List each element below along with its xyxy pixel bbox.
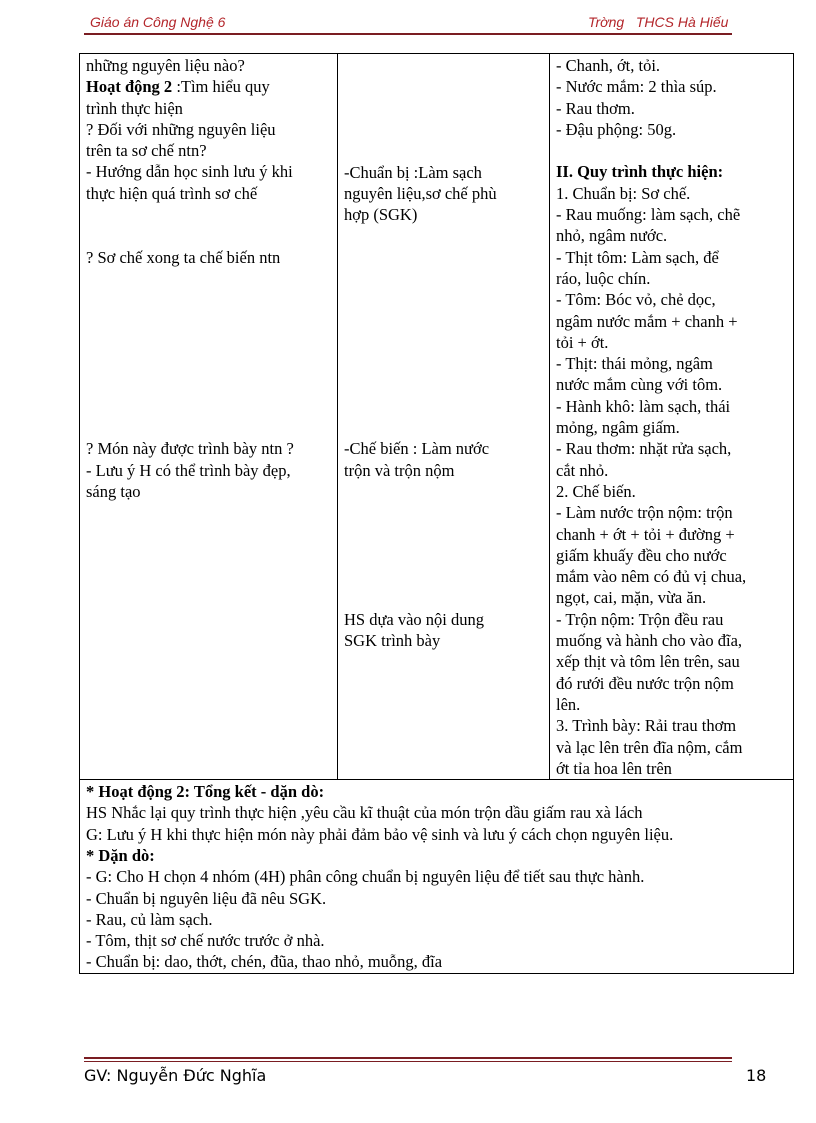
header-school: Trờng THCS Hà Hiếu: [588, 14, 729, 30]
text-line: - Rau thơm.: [556, 98, 635, 118]
page-number: 18: [746, 1066, 767, 1085]
text-line: tỏi + ớt.: [556, 332, 609, 352]
text-line: nguyên liệu,sơ chế phù: [344, 183, 497, 203]
text-line: ngâm nước mắm + chanh +: [556, 311, 738, 331]
footer-rule-thin: [84, 1061, 732, 1062]
text-line: trình thực hiện: [86, 98, 183, 118]
text-line: mắm vào nêm có đủ vị chua,: [556, 567, 747, 587]
text-line: ? Món này được trình bày ntn ?: [86, 439, 294, 459]
activity-heading: Hoạt động 2: [86, 77, 173, 97]
summary-row: [80, 780, 794, 974]
footer-teacher: GV: Nguyễn Đức Nghĩa: [84, 1066, 267, 1085]
text-line: những nguyên liệu nào?: [86, 56, 245, 75]
summary-cell: [80, 780, 794, 974]
text-line: ngọt, cai, mặn, vừa ăn.: [556, 588, 707, 608]
text-line: đó rưới đều nước trộn nộm: [556, 673, 734, 693]
text-line: mỏng, ngâm giấm.: [556, 418, 680, 438]
text-line: G: Lưu ý H khi thực hiện món này phải đảm bảo vệ sinh và lưu ý cách chọn nguyên liệu.: [86, 824, 674, 844]
header-subject: Giáo án Công Nghệ 6: [90, 14, 226, 30]
text-line: - Chanh, ớt, tỏi.: [556, 56, 661, 75]
text-line: cắt nhỏ.: [556, 460, 609, 480]
text-line: - Đậu phộng: 50g.: [556, 119, 677, 139]
text-line: hợp (SGK): [344, 205, 418, 225]
homework-heading: * Dặn dò:: [86, 845, 155, 865]
summary-heading: * Hoạt động 2: Tổng kết - dặn dò:: [86, 782, 325, 802]
teacher-activity-cell: [80, 54, 338, 780]
text-line: - Hướng dẫn học sinh lưu ý khi: [86, 162, 293, 182]
text-line: nước mắm cùng với tôm.: [556, 375, 723, 395]
text-line: - Chuẩn bị: dao, thớt, chén, đũa, thao nhỏ, muỗng, đĩa: [86, 952, 443, 972]
activity-title: :Tìm hiểu quy: [172, 77, 270, 97]
text-line: SGK trình bày: [344, 631, 441, 651]
content-cell: [550, 54, 794, 780]
activity-row: [80, 54, 794, 780]
text-line: - G: Cho H chọn 4 nhóm (4H) phân công chuẩn bị nguyên liệu để tiết sau thực hành.: [86, 867, 645, 887]
text-line: - Tôm: Bóc vỏ, chẻ dọc,: [556, 290, 716, 310]
text-line: -Chuẩn bị :Làm sạch: [344, 162, 482, 182]
lesson-table: [79, 53, 794, 974]
footer-rule: [84, 1057, 732, 1059]
text-line: xếp thịt và tôm lên trên, sau: [556, 652, 740, 672]
text-line: [86, 76, 332, 97]
text-line: nhỏ, ngâm nước.: [556, 226, 668, 246]
text-line: - Làm nước trộn nộm: trộn: [556, 503, 733, 523]
text-line: - Lưu ý H có thể trình bày đẹp,: [86, 460, 291, 480]
text-line: - Hành khô: làm sạch, thái: [556, 396, 731, 416]
text-line: 2. Chế biến.: [556, 481, 636, 501]
text-line: trên ta sơ chế ntn?: [86, 141, 207, 161]
text-line: trộn và trộn nộm: [344, 460, 455, 480]
text-line: ? Đối với những nguyên liệu: [86, 119, 276, 139]
text-line: muống và hành cho vào đĩa,: [556, 631, 743, 651]
text-line: - Thịt tôm: Làm sạch, để: [556, 247, 719, 267]
section-heading: II. Quy trình thực hiện:: [556, 162, 724, 182]
header-rule: [84, 33, 732, 35]
text-line: ? Sơ chế xong ta chế biến ntn: [86, 247, 281, 267]
text-line: - Thịt: thái mỏng, ngâm: [556, 354, 713, 374]
text-line: chanh + ớt + tỏi + đường +: [556, 524, 735, 544]
text-line: 3. Trình bày: Rải trau thơm: [556, 716, 737, 736]
text-line: - Chuẩn bị nguyên liệu đã nêu SGK.: [86, 888, 327, 908]
text-line: và lạc lên trên đĩa nộm, cắm: [556, 737, 743, 757]
text-line: - Trộn nộm: Trộn đều rau: [556, 609, 724, 629]
text-line: - Tôm, thịt sơ chế nước trước ở nhà.: [86, 931, 325, 951]
text-line: lên.: [556, 694, 581, 714]
text-line: - Rau, củ làm sạch.: [86, 909, 213, 929]
text-line: - Rau muống: làm sạch, chẽ: [556, 205, 741, 225]
text-line: ráo, luộc chín.: [556, 268, 651, 288]
text-line: HS Nhắc lại quy trình thực hiện ,yêu cầu kĩ thuật của món trộn dầu giấm rau xà lách: [86, 803, 643, 823]
text-line: sáng tạo: [86, 481, 141, 501]
text-line: -Chế biến : Làm nước: [344, 439, 490, 459]
text-line: ớt tỉa hoa lên trên: [556, 758, 672, 778]
text-line: - Nước mắm: 2 thìa súp.: [556, 77, 717, 97]
text-line: 1. Chuẩn bị: Sơ chế.: [556, 183, 691, 203]
text-line: HS dựa vào nội dung: [344, 609, 485, 629]
student-activity-cell: [338, 54, 550, 780]
text-line: thực hiện quá trình sơ chế: [86, 183, 258, 203]
text-line: - Rau thơm: nhặt rửa sạch,: [556, 439, 732, 459]
text-line: giấm khuấy đều cho nước: [556, 545, 727, 565]
